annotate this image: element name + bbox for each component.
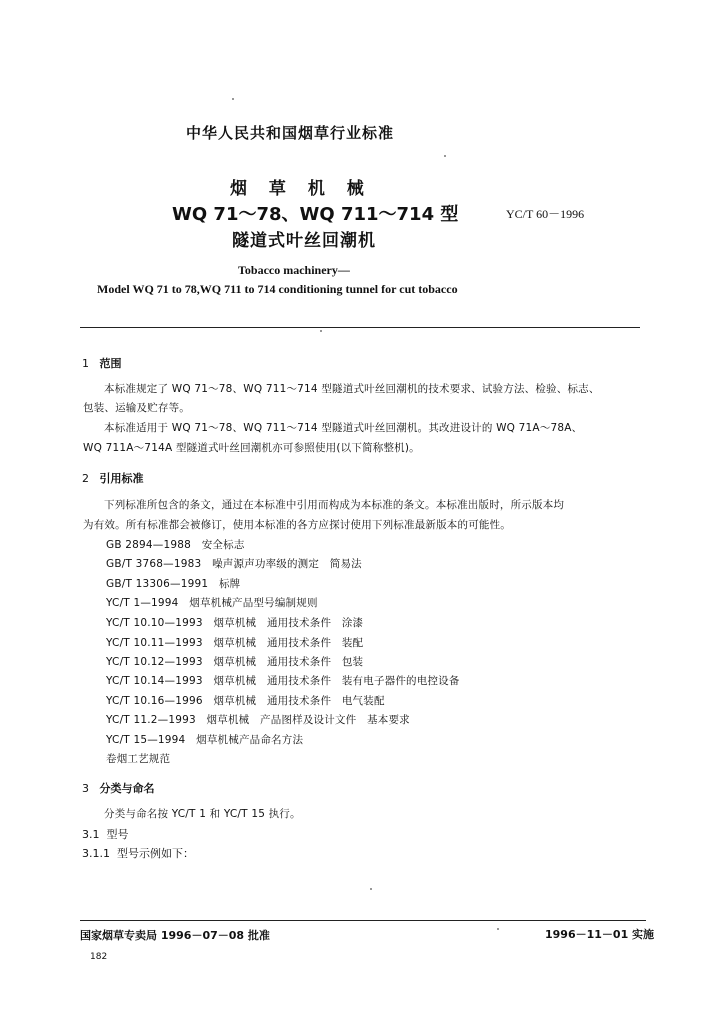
section-1-heading <box>82 355 122 371</box>
title-line-2: WQ 71～78、WQ 711～714 型 <box>172 204 459 225</box>
reference-item: GB 2894—1988 安全标志 <box>106 539 245 551</box>
reference-item: YC/T 10.16—1996 烟草机械 通用技术条件 电气装配 <box>106 695 385 707</box>
standard-code: YC/T 60－1996 <box>506 207 585 221</box>
section-2-number: 2 <box>82 472 89 485</box>
section-1-paragraph-2b: WQ 711A～714A 型隧道式叶丝回潮机亦可参照使用(以下简称整机)。 <box>83 442 420 454</box>
footer-rule <box>80 920 646 921</box>
section-3-title: 分类与命名 <box>99 782 155 795</box>
title-line-1: 烟 草 机 械 <box>230 179 365 199</box>
section-3-number: 3 <box>82 782 89 795</box>
standard-header: 中华人民共和国烟草行业标准 <box>186 124 395 142</box>
reference-item: GB/T 3768—1983 噪声源声功率级的测定 简易法 <box>106 558 362 570</box>
section-3-1-heading <box>82 826 129 842</box>
section-2-title: 引用标准 <box>99 472 144 485</box>
scan-speck <box>444 155 446 157</box>
reference-item: YC/T 10.10—1993 烟草机械 通用技术条件 涂漆 <box>106 617 364 629</box>
effective-date: 1996－11－01 实施 <box>545 928 655 941</box>
issued-by: 国家烟草专卖局 1996－07－08 批准 <box>80 929 270 942</box>
title-line-3: 隧道式叶丝回潮机 <box>232 231 376 251</box>
section-3-1-number: 3.1 <box>82 828 100 841</box>
section-3-1-1-heading <box>82 845 194 861</box>
section-1-number: 1 <box>82 357 89 370</box>
reference-item: YC/T 1—1994 烟草机械产品型号编制规则 <box>106 597 318 609</box>
top-rule <box>80 327 640 328</box>
reference-item: YC/T 10.12—1993 烟草机械 通用技术条件 包装 <box>106 656 364 668</box>
reference-item: 卷烟工艺规范 <box>106 753 171 765</box>
reference-item: YC/T 11.2—1993 烟草机械 产品图样及设计文件 基本要求 <box>106 714 410 726</box>
section-3-heading <box>82 780 155 796</box>
section-3-1-1-number: 3.1.1 <box>82 847 110 860</box>
scan-speck <box>497 928 499 930</box>
section-2-paragraph-1a: 下列标准所包含的条文，通过在本标准中引用而构成为本标准的条文。本标准出版时，所示版本均 <box>104 499 565 511</box>
english-title-2: Model WQ 71 to 78,WQ 711 to 714 conditioning tunnel for cut tobacco <box>97 282 458 296</box>
section-1-paragraph-1b: 包装、运输及贮存等。 <box>83 402 190 414</box>
section-3-paragraph: 分类与命名按 YC/T 1 和 YC/T 15 执行。 <box>104 808 301 820</box>
page-number: 182 <box>90 952 108 962</box>
section-1-paragraph-1a: 本标准规定了 WQ 71～78、WQ 711～714 型隧道式叶丝回潮机的技术要求、试验方法、检验、标志、 <box>104 383 600 395</box>
reference-item: YC/T 10.11—1993 烟草机械 通用技术条件 装配 <box>106 637 364 649</box>
section-2-paragraph-1b: 为有效。所有标准都会被修订，使用本标准的各方应探讨使用下列标准最新版本的可能性。 <box>83 519 511 531</box>
reference-item: GB/T 13306—1991 标牌 <box>106 578 241 590</box>
section-3-1-1-title: 型号示例如下： <box>117 847 194 860</box>
section-1-title: 范围 <box>99 357 122 370</box>
section-3-1-title: 型号 <box>106 828 129 841</box>
section-1-paragraph-2a: 本标准适用于 WQ 71～78、WQ 711～714 型隧道式叶丝回潮机。其改进设计的 WQ 71A～78A、 <box>104 422 583 434</box>
reference-item: YC/T 15—1994 烟草机械产品命名方法 <box>106 734 304 746</box>
scan-speck <box>370 888 372 890</box>
section-2-heading <box>82 470 144 486</box>
english-title-1: Tobacco machinery— <box>238 263 350 277</box>
reference-item: YC/T 10.14—1993 烟草机械 通用技术条件 装有电子器件的电控设备 <box>106 675 460 687</box>
scan-speck <box>232 98 234 100</box>
scan-speck <box>320 330 322 332</box>
